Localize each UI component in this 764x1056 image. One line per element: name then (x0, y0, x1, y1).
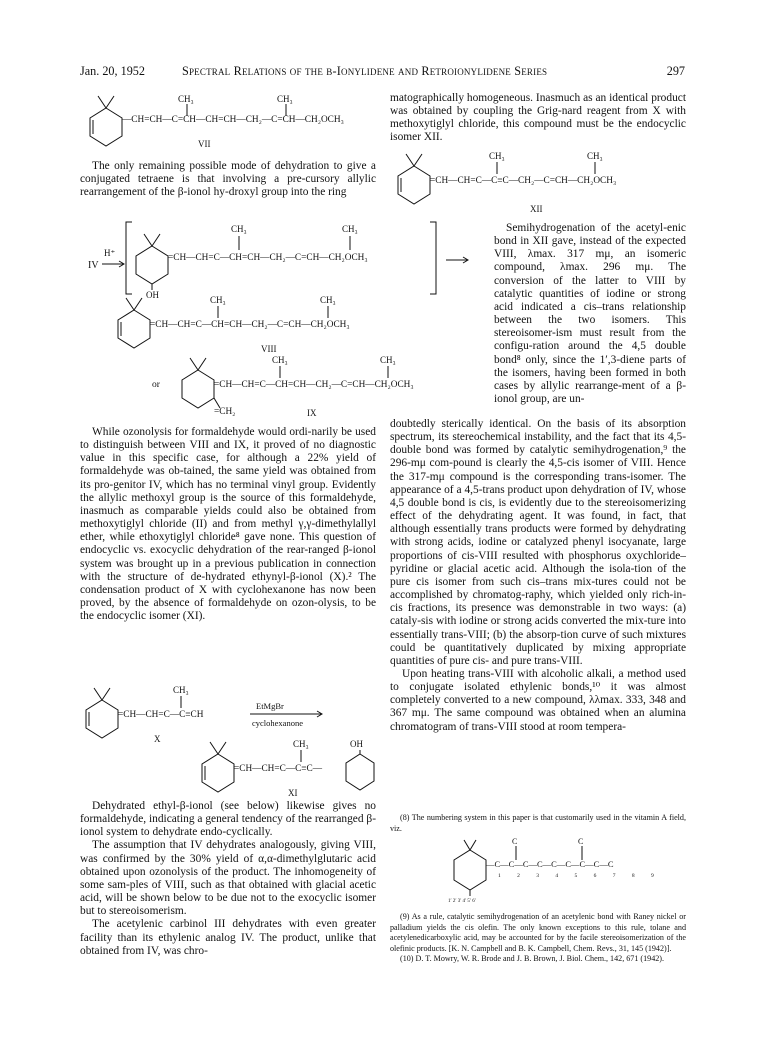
arrow-from-iv: IV (88, 260, 99, 271)
vii-chain: —CH=CH—C=CH—CH=CH—CH₂—C=CH—CH₂OCH₃ (122, 115, 344, 125)
viii-chain: =CH—CH=C—CH=CH—CH₂—C=CH—CH₂OCH₃ (150, 320, 350, 330)
footnote-8: (8) The numbering system in this paper is that customarily used in the vitamin A field, viz. (390, 813, 686, 833)
intermediate-chain: =CH—CH=C—CH=CH—CH₂—C=CH—CH₂OCH₃ (168, 253, 368, 263)
left-paragraphs-3-5: Dehydrated ethyl-β-ionol (see below) likewise gives no formaldehyde, indicating a general tendency of the rearranged β-ionol system to dehydrate endo-cyclically. The assumption that IV dehydrates analogously, giving VIII, was confirmed by the 30% yield of α,α-dimethylglutaric acid obtained upon ozonolysis of the product. The inhomogeneity of some sam-ples of VIII, such as that obtained with glacial acetic acid, will be shown below to be due not to the exocyclic isomer but to stereoisomerism. The acetylenic carbinol III dehydrates with even greater facility than its ethylenic analog IV. The product, unlike that obtained from IV, was chro- (80, 800, 376, 957)
diagram-ring-numbers: 1′ 2′ 3′ 4′ 5′ 6′ (448, 899, 476, 904)
diagram-methyl-b: C (578, 837, 584, 846)
reagent-cyclohexanone: cyclohexanone (252, 718, 303, 728)
header-title: Spectral Relations of the β-Ionylidene and Retroionylidene Series (182, 64, 548, 78)
ix-label: IX (307, 408, 317, 418)
diagram-numbers: 1 2 3 4 5 6 7 8 9 (498, 873, 662, 879)
ix-exo: =CH₂ (214, 407, 236, 417)
right-paragraph-1: matographically homogeneous. Inasmuch as an identical product was obtained by coupling the Grig-nard reagent from X with methoxytiglyl chloride, this compound must be the endocyclic isomer XII. (390, 92, 686, 144)
right-paragraph-2: Semihydrogenation of the acetyl-enic bond in XII gave, instead of the expected VIII, λmax. 317 mμ, an isomeric compound, λmax. 296 mμ. The conversion of the latter to VIII by catalytic quantities of iodine or strong acid indicated a cis–trans relationship between the two isomers. This stereoisomer-ism must result from the configu-ration around the 4,5 double bond⁸ only, since the 1′,3-diene parts of the isomers, having been formed in both cases by allylic rearrange-ment of a β-ionol group, are un- (494, 222, 686, 406)
structure-xi (200, 738, 400, 798)
right-paragraphs-3-4: doubtedly sterically identical. On the basis of its absorption spectrum, its stereochemical instability, and the fact that its 4,5-double bond was formed by catalytic semihydrogenation,⁹ the 296-mμ com-pound is clearly the 4,5-cis isomer of VIII. Hence the 317-mμ compound is the corresponding trans-isomer. The appearance of a 4,5-trans product upon dehydration of IV, whose 4,5 double bond is cis, is evidently due to the stereoisomerizing effect of the dehydrating agent. It was found, in fact, that although essentially trans products were formed by dehydrating with strong acids, iodine or catalyzed phenyl isocyanate, large proportions of cis-VIII resulted with phosphorus oxychloride–pyridine or glacial acetic acid. Although the isola-tion of the pure cis isomer from such cis–trans mix-tures could not be accomplished by chromatog-raphy, which yielded only rich-in-cis fractions, its presence was demonstrable in two ways: (a) cataly-sis with iodine or strong acids converted the mix-ture into essentially trans-VIII; (b) the absorp-tion curve of such mixtures could be quantitatively duplicated by mixing appropriate quantities of pure cis- and pure trans-VIII. Upon heating trans-VIII with alcoholic alkali, a method used to conjugate isolated ethylenic bonds,¹⁰ it was almost completely converted to a new compound, λλmax. 333, 348 and 367 mμ. The same compound was obtained when an alumina chromatogram of trans-VIII stood at room tempera- (390, 418, 686, 733)
xii-ch3-b: CH₃ (587, 151, 603, 161)
x-chain: =CH—CH=C—C≡CH (118, 710, 204, 720)
ix-ch3-b: CH₃ (380, 355, 396, 365)
intermediate-oh: OH (146, 290, 159, 300)
structure-viii (116, 294, 416, 354)
structure-vii (88, 92, 388, 154)
footnotes-9-10: (9) As a rule, catalytic semihydrogenation of an acetylenic bond with Raney nickel or palladium yields the cis olefin. The only known exceptions to this rule, tolane and acetylenedicarboxylic acid, may be accounted for by the facile stereoisomerization of the olefinic products. [K. N. Campbell and B. K. Campbell, Chem. Revs., 31, 145 (1942)]. (10) D. T. Mowry, W. R. Brode and J. B. Brown, J. Biol. Chem., 142, 671 (1942). (390, 912, 686, 964)
vii-ch3-a: CH₃ (178, 94, 194, 104)
numbering-diagram (448, 836, 662, 904)
viii-label: VIII (261, 344, 277, 354)
vii-ch3-b: CH₃ (277, 94, 293, 104)
xii-chain: =CH—CH=C—C≡C—CH₂—C=CH—CH₂OCH₃ (430, 176, 617, 186)
x-ch3: CH₃ (173, 685, 189, 695)
diagram-chain: —C—C—C—C—C—C—C—C—C (486, 859, 614, 869)
structure-xii (396, 150, 696, 216)
intermediate-ch3-b: CH₃ (342, 224, 358, 234)
x-label: X (154, 734, 161, 744)
xii-ch3-a: CH₃ (489, 151, 505, 161)
header-date: Jan. 20, 1952 (80, 64, 145, 78)
structure-intermediate (80, 218, 480, 300)
xii-label: XII (530, 204, 543, 214)
xi-ch3: CH₃ (293, 739, 309, 749)
ix-ch3-a: CH₃ (272, 355, 288, 365)
structure-ix (152, 354, 492, 420)
viii-ch3-a: CH₃ (210, 295, 226, 305)
left-paragraph-1: The only remaining possible mode of dehydration to give a conjugated tetraene is that involving a pre-cursory allylic rearrangement of the β-ionol hy-droxyl group into the ring (80, 160, 376, 199)
page-number: 297 (666, 64, 685, 78)
xi-chain: =CH—CH=C—C≡C— (234, 764, 323, 774)
xi-oh: OH (350, 739, 363, 749)
ix-or: or (152, 380, 160, 390)
xi-label: XI (288, 788, 298, 798)
reagent-etmgbr: EtMgBr (256, 701, 284, 711)
vii-label: VII (198, 139, 211, 149)
ix-chain: =CH—CH=C—CH=CH—CH₂—C=CH—CH₂OCH₃ (214, 380, 414, 390)
structure-x (84, 684, 344, 744)
left-paragraph-2: While ozonolysis for formaldehyde would ordi-narily be used to distinguish between VIII and IX, it proved of no diagnostic value in this specific case, for although a 22% yield of formaldehyde was ob-tained, the same yield was obtained from its pro-genitor IV, which has no terminal vinyl group. Evidently the allylic methoxyl group is the source of this formaldehyde, inasmuch as comparable yields could also be obtained from methoxytiglyl chloride (II) and from methyl γ,γ-dimethylallyl ether, while ethoxytiglyl chloride⁸ gave none. This question of endocyclic vs. exocyclic dehydration of the rear-ranged β-ionol system was brought up in a previous publication in connection with the structure of de-hydrated ethynyl-β-ionol (X).² The condensation product of X with cyclohexanone has now been proved, by the absence of formaldehyde on ozon-olysis, to be the endocyclic isomer (XI). (80, 426, 376, 623)
h-plus: H⁺ (104, 248, 116, 258)
intermediate-ch3-a: CH₃ (231, 224, 247, 234)
diagram-methyl-a: C (512, 837, 518, 846)
viii-ch3-b: CH₃ (320, 295, 336, 305)
